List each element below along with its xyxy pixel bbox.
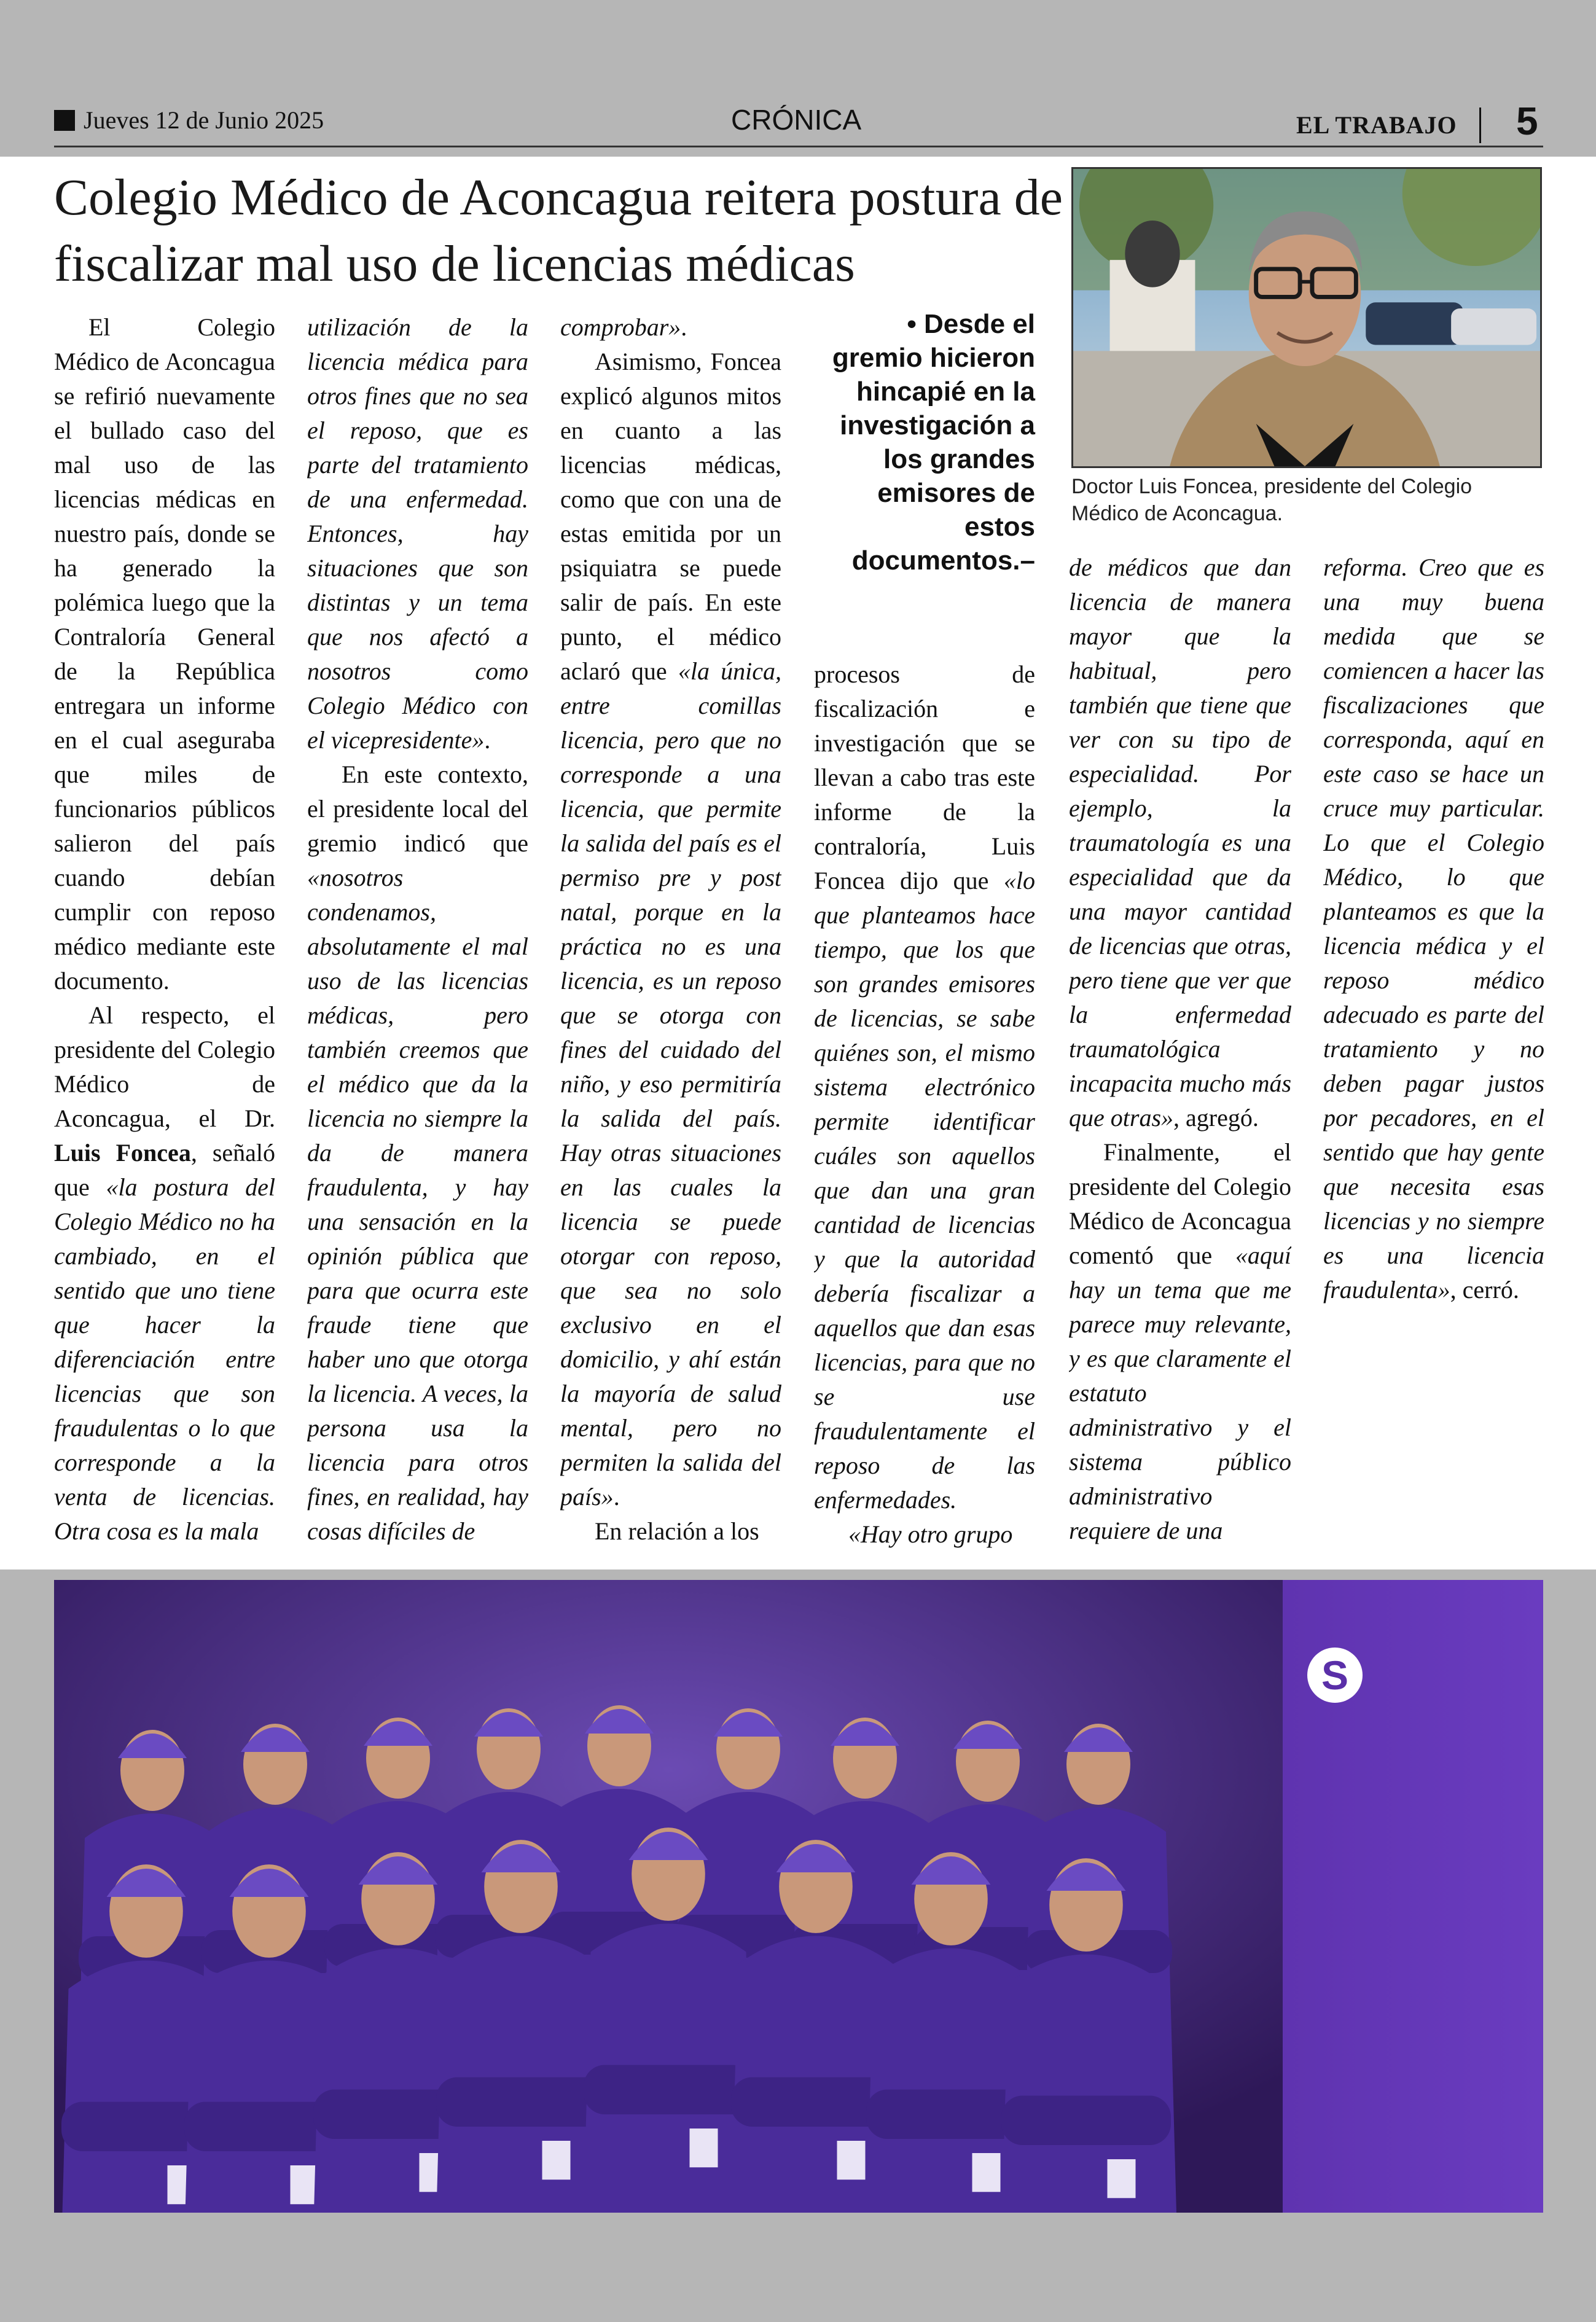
p5-quote: «lo que planteamos hace tiempo, que los que son grandes emisores de licencias, se sabe quiénes son, el mismo sistema electrónico permite identificar cuáles son aquellos que dan una gran cantidad de licencias y que la autoridad debería fiscalizar a aquellos que dan esas licencias, para que no se use fraudulentamente el reposo de las enfermedades. (814, 867, 1035, 1514)
p4-quote: «la única, entre comillas licencia, pero que no corresponde a una licencia, que permite la salida del país es el permiso pre y post natal, porque en la práctica no es una licencia, es un reposo que se otorga con fines del cuidado del niño, y eso permitiría la salida del país. Hay otras situaciones en las cuales la licencia se puede otorgar con reposo, que sea no solo exclusivo en el domicilio, y ahí están la mayoría de salud mental, pero no permiten la salida del país» (560, 657, 781, 1511)
p3-quote: comprobar» (560, 313, 681, 341)
article-headline: Colegio Médico de Aconcagua reitera postura de fiscalizar mal uso de licencias médicas (54, 169, 1063, 292)
photo-caption: Doctor Luis Foncea, presidente del Colegio Médico de Aconcagua. (1071, 475, 1473, 525)
paragraph-7 (1323, 550, 1544, 1307)
portrait-image (1073, 169, 1540, 466)
p7-lead: Finalmente, el presidente del Colegio Médico de Aconcagua comentó que (1069, 1138, 1291, 1269)
medical-team-photo (54, 1580, 1283, 2213)
p3-quote: «nosotros condenamos, absolutamente el mal uso de las licencias médicas, pero también creemos que el médico que da la licencia no siempre la da de manera fraudulenta, y hay una sensación en la opinión pública que para que ocurra este fraude tiene que haber uno que otorga la licencia. A veces, la persona usa la licencia para otros fines, en realidad, hay cosas difíciles de (307, 864, 528, 1545)
square-bullet-icon (54, 110, 75, 131)
pull-quote: • Desde el gremio hicieron hincapié en la investigación a los grandes emisores de estos documentos.– (832, 309, 1035, 576)
header-divider (1479, 108, 1481, 143)
paragraph-2 (307, 310, 528, 757)
p6-quote: de médicos que dan licencia de manera mayor que la habitual, pero también que tiene que ver con su tipo de especialidad. Por ejemplo, la traumatología es una especialidad que da una mayor cantidad de licencias que otras, pero tiene que ver que la enfermedad traumatológica incapacita mucho más que otras» (1069, 553, 1291, 1132)
paragraph-4 (560, 345, 781, 1514)
p5-lead: En relación a los (595, 1517, 759, 1545)
p7-end: , cerró. (1450, 1276, 1519, 1304)
p2-quote: «la postura del Colegio Médico no ha cambiado, en el sentido que uno tiene que hacer la diferenciación entre licencias que son fraudulentas o lo que corresponde a la venta de licencias. Otra cosa es la mala (54, 1173, 275, 1545)
sedent-logo-icon: S (1307, 1648, 1363, 1703)
paragraph-5 (814, 657, 1035, 1517)
issue-date (54, 106, 324, 135)
p4-end: . (613, 1483, 620, 1511)
column-1 (54, 310, 275, 1573)
p3-end: . (681, 313, 687, 341)
p7-quote: reforma. Creo que es una muy buena medida que se comiencen a hacer las fiscalizaciones que corresponda, aquí en este caso se hace un cruce muy particular. Lo que el Colegio Médico, lo que planteamos es que la licencia médica y el reposo médico adecuado es parte del tratamiento y no deben pagar justos por pecadores, en el sentido que hay gente que necesita esas licencias y no siempre es una licencia fraudulenta» (1323, 553, 1544, 1304)
p2-lead: Al respecto, el presidente del Colegio Médico de Aconcagua, el Dr. (54, 1001, 275, 1132)
column-5 (1069, 550, 1291, 1573)
paragraph-7 (1069, 1135, 1291, 1548)
p2-quote: utilización de la licencia médica para otros fines que no sea el reposo, que es parte del tratamiento de una enfermedad. Entonces, hay situaciones que son distintas y un tema que nos afectó a nosotros como Colegio Médico con el vicepresidente» (307, 313, 528, 754)
section-name: CRÓNICA (731, 104, 862, 136)
person-name: Luis Foncea (54, 1139, 191, 1167)
p4-lead: Asimismo, Foncea explicó algunos mitos en cuanto a las licencias médicas, como que con una de estas emitida por un psiquiatra se puede salir de país. En este punto, el médico aclaró que (560, 348, 781, 685)
p5-lead: procesos de fiscalización e investigación que se llevan a cabo tras este informe de la contraloría, Luis Foncea dijo que (814, 660, 1035, 894)
paragraph-2 (54, 998, 275, 1549)
p2-mid: , señaló que (54, 1139, 275, 1201)
column-6 (1323, 550, 1544, 1573)
p3-lead: En este contexto, el presidente local del gremio indicó que (307, 760, 528, 857)
issue-date-text: Jueves 12 de Junio 2025 (84, 106, 324, 134)
paragraph-6 (1069, 550, 1291, 1135)
column-3 (560, 310, 781, 1573)
paragraph-5 (560, 1514, 781, 1549)
column-4 (814, 657, 1035, 1573)
sedent-advertisement (54, 1580, 1543, 2213)
article-photo (1071, 167, 1542, 468)
paragraph-6 (814, 1517, 1035, 1552)
column-2 (307, 310, 528, 1573)
sedent-logo (1307, 1648, 1371, 1703)
p7-quote: «aquí hay un tema que me parece muy relevante, y es que claramente el estatuto administrativo y el sistema público administrativo requiere de una (1069, 1241, 1291, 1544)
paragraph-1-text: El Colegio Médico de Aconcagua se refirió nuevamente el bullado caso del mal uso de las licencias médicas en nuestro país, donde se ha generado la polémica luego que la Contraloría General de la República entregara un informe en el cual aseguraba que miles de funcionarios públicos salieron del país cuando debían cumplir con reposo médico mediante este documento. (54, 313, 275, 995)
page-number: 5 (1516, 99, 1538, 143)
p2-end: . (484, 726, 491, 754)
paragraph-1 (54, 310, 275, 998)
newspaper-name: EL TRABAJO (1296, 111, 1457, 139)
p6-quote: «Hay otro grupo (848, 1520, 1013, 1548)
p6-end: , agregó. (1173, 1104, 1259, 1132)
header-rule (54, 146, 1543, 147)
paragraph-3 (307, 757, 528, 1549)
paragraph-3 (560, 310, 781, 345)
